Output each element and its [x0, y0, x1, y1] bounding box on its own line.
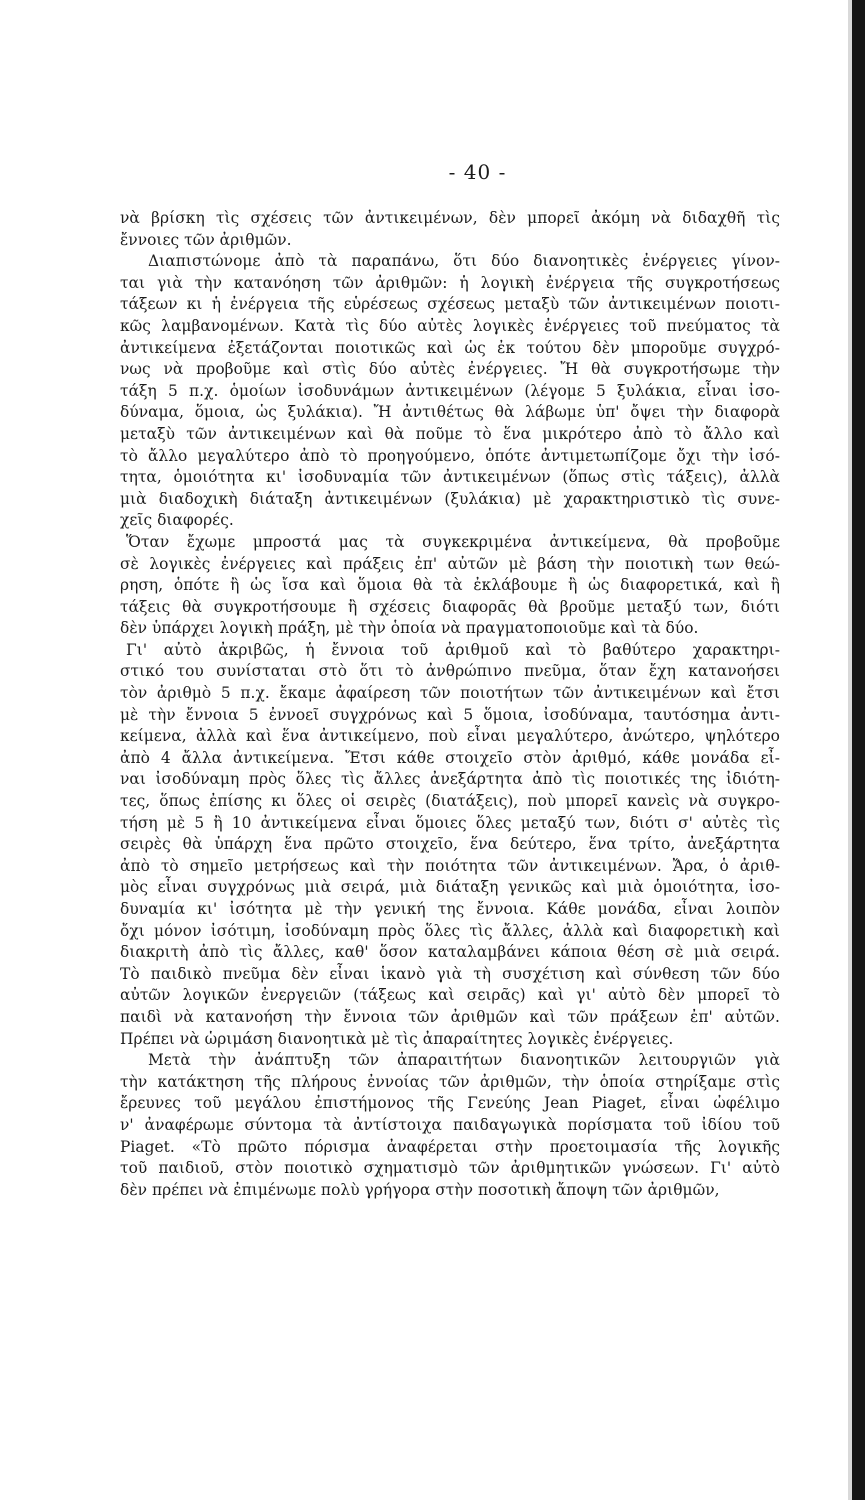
text-line: δὲν ὑπάρχει λογικὴ πράξη, μὲ τὴν ὁποία νὰ πραγματοποιοῦμε καὶ τὰ δύο. [120, 619, 699, 638]
text-line: παιδὶ νὰ κατανοήση τὴν ἔννοια τῶν ἀριθμῶν καὶ τῶν πράξεων ἐπ' αὐτῶν. [120, 1007, 780, 1026]
text-line: τάξεων κι ἡ ἐνέργεια τῆς εὑρέσεως σχέσεως μεταξὺ τῶν ἀντικειμένων ποιοτι- [120, 295, 780, 314]
text-line: τάξη 5 π.χ. ὁμοίων ἰσοδυνάμων ἀντικειμένων (λέγομε 5 ξυλάκια, εἶναι ἰσο- [120, 381, 780, 400]
text-line: στικό του συνίσταται στὸ ὅτι τὸ ἀνθρώπινο πνεῦμα, ὅταν ἔχη κατανοήσει [120, 662, 780, 681]
text-line: μεταξὺ τῶν ἀντικειμένων καὶ θὰ ποῦμε τὸ ἕνα μικρότερο ἀπὸ τὸ ἄλλο καὶ [120, 424, 780, 443]
page-number: - 40 - [448, 160, 507, 184]
text-line: σὲ λογικὲς ἐνέργειες καὶ πράξεις ἐπ' αὐτῶν μὲ βάση τὴν ποιοτικὴ των θεώ- [120, 554, 780, 573]
text-line: τοῦ παιδιοῦ, στὸν ποιοτικὸ σχηματισμὸ τῶν ἀριθμητικῶν γνώσεων. Γι' αὐτὸ [120, 1159, 780, 1178]
scan-edge-border [852, 0, 865, 1500]
text-line: δὲν πρέπει νὰ ἐπιμένωμε πολὺ γρήγορα στὴν ποσοτικὴ ἄποψη τῶν ἀριθμῶν, [120, 1180, 720, 1199]
text-line: ρηση, ὁπότε ἢ ὡς ἴσα καὶ ὅμοια θὰ τὰ ἐκλάβουμε ἢ ὡς διαφορετικά, καὶ ἢ [120, 576, 780, 595]
text-line: αὐτῶν λογικῶν ἐνεργειῶν (τάξεως καὶ σειρᾶς) καὶ γι' αὐτὸ δὲν μπορεῖ τὸ [120, 986, 780, 1005]
text-line: κῶς λαμβανομένων. Κατὰ τὶς δύο αὐτὲς λογικὲς ἐνέργειες τοῦ πνεύματος τὰ [120, 316, 780, 335]
text-line: σειρὲς θὰ ὑπάρχη ἕνα πρῶτο στοιχεῖο, ἕνα δεύτερο, ἕνα τρίτο, ἀνεξάρτητα [120, 835, 780, 854]
text-line: τὸ ἄλλο μεγαλύτερο ἀπὸ τὸ προηγούμενο, ὁπότε ἀντιμετωπίζομε ὄχι τὴν ἰσό- [120, 446, 780, 465]
text-line: ν' ἀναφέρωμε σύντομα τὰ ἀντίστοιχα παιδαγωγικὰ πορίσματα τοῦ ἰδίου τοῦ [120, 1115, 780, 1134]
text-line: μὸς εἶναι συγχρόνως μιὰ σειρά, μιὰ διάταξη γενικῶς καὶ μιὰ ὁμοιότητα, ἰσο- [120, 878, 780, 897]
text-line: ἔρευνες τοῦ μεγάλου ἐπιστήμονος τῆς Γενεύης Jean Piaget, εἶναι ὠφέλιμο [120, 1094, 780, 1113]
text-line: Γι' αὐτὸ ἀκριβῶς, ἡ ἔννοια τοῦ ἀριθμοῦ καὶ τὸ βαθύτερο χαρακτηρι- [126, 640, 780, 659]
paragraph [120, 208, 780, 251]
text-line: δυναμία κι' ἰσότητα μὲ τὴν γενική της ἔννοια. Κάθε μονάδα, εἶναι λοιπὸν [120, 900, 780, 918]
paragraph [120, 251, 780, 532]
body-text [120, 208, 780, 1201]
text-line: τὸν ἀριθμὸ 5 π.χ. ἔκαμε ἀφαίρεση τῶν ποιοτήτων τῶν ἀντικειμένων καὶ ἔτσι [120, 684, 780, 703]
text-line: διακριτὴ ἀπὸ τὶς ἄλλες, καθ' ὅσον καταλαμβάνει κάποια θέση σὲ μιὰ σειρά. [120, 943, 780, 962]
text-line: Διαπιστώνομε ἀπὸ τὰ παραπάνω, ὅτι δύο διανοητικὲς ἐνέργειες γίνον- [148, 252, 780, 271]
text-line: τητα, ὁμοιότητα κι' ἰσοδυναμία τῶν ἀντικειμένων (ὅπως στὶς τάξεις), ἀλλὰ [120, 468, 780, 487]
paragraph [120, 532, 780, 640]
text-line: τὴν κατάκτηση τῆς πλήρους ἐννοίας τῶν ἀριθμῶν, τὴν ὁποία στηρίξαμε στὶς [120, 1072, 780, 1091]
text-line: Piaget. «Τὸ πρῶτο πόρισμα ἀναφέρεται στὴν προετοιμασία τῆς λογικῆς [120, 1137, 780, 1156]
text-line: νως νὰ προβοῦμε καὶ στὶς δύο αὐτὲς ἐνέργειες. Ἤ θὰ συγκροτήσωμε τὴν [120, 360, 780, 379]
text-line: Τὸ παιδικὸ πνεῦμα δὲν εἶναι ἱκανὸ γιὰ τὴ συσχέτιση καὶ σύνθεση τῶν δύο [120, 964, 780, 983]
text-line: ναι ἰσοδύναμη πρὸς ὅλες τὶς ἄλλες ἀνεξάρτητα ἀπὸ τὶς ποιοτικές της ἰδιότη- [120, 770, 780, 789]
text-line: τάξεις θὰ συγκροτήσουμε ἢ σχέσεις διαφορᾶς θὰ βροῦμε μεταξύ των, διότι [120, 597, 780, 616]
text-line: ἔννοιες τῶν ἀριθμῶν. [120, 230, 292, 249]
text-line: Πρέπει νὰ ὡριμάση διανοητικὰ μὲ τὶς ἀπαραίτητες λογικὲς ἐνέργειες. [120, 1029, 674, 1048]
text-line: ἀπὸ τὸ σημεῖο μετρήσεως καὶ τὴν ποιότητα τῶν ἀντικειμένων. Ἄρα, ὁ ἀριθ- [120, 856, 780, 875]
text-line: τες, ὅπως ἐπίσης κι ὅλες οἱ σειρὲς (διατάξεις), ποὺ μπορεῖ κανεὶς νὰ συγκρο- [120, 792, 780, 811]
text-line: τήση μὲ 5 ἢ 10 ἀντικείμενα εἶναι ὅμοιες ὅλες μεταξύ των, διότι σ' αὐτὲς τὶς [120, 813, 780, 832]
text-line: κείμενα, ἀλλὰ καὶ ἕνα ἀντικείμενο, ποὺ εἶναι μεγαλύτερο, ἀνώτερο, ψηλότερο [120, 727, 780, 746]
text-line: Μετὰ τὴν ἀνάπτυξη τῶν ἀπαραιτήτων διανοητικῶν λειτουργιῶν γιὰ [148, 1051, 780, 1070]
text-line: ἀντικείμενα ἐξετάζονται ποιοτικῶς καὶ ὡς ἐκ τούτου δὲν μποροῦμε συγχρό- [120, 338, 780, 357]
text-line: δύναμα, ὅμοια, ὡς ξυλάκια). Ἤ ἀντιθέτως θὰ λάβωμε ὑπ' ὄψει τὴν διαφορὰ [120, 403, 780, 422]
text-line: ἀπὸ 4 ἄλλα ἀντικείμενα. Ἔτσι κάθε στοιχεῖο στὸν ἀριθμό, κάθε μονάδα εἶ- [120, 748, 780, 767]
text-line: μὲ τὴν ἔννοια 5 ἐννοεῖ συγχρόνως καὶ 5 ὅμοια, ἰσοδύναμα, ταυτόσημα ἀντι- [120, 705, 780, 724]
text-line: ται γιὰ τὴν κατανόηση τῶν ἀριθμῶν: ἡ λογικὴ ἐνέργεια τῆς συγκροτήσεως [120, 273, 780, 292]
text-line: μιὰ διαδοχικὴ διάταξη ἀντικειμένων (ξυλάκια) μὲ χαρακτηριστικὸ τὶς συνε- [120, 489, 780, 508]
text-line: νὰ βρίσκη τὶς σχέσεις τῶν ἀντικειμένων, δὲν μπορεῖ ἀκόμη νὰ διδαχθῆ τὶς [120, 209, 780, 227]
paragraph [120, 640, 780, 1050]
text-line: ὄχι μόνον ἰσότιμη, ἰσοδύναμη πρὸς ὅλες τὶς ἄλλες, ἀλλὰ καὶ διαφορετικὴ καὶ [120, 921, 780, 940]
paragraph [120, 1050, 780, 1201]
text-line: Ὅταν ἔχωμε μπροστά μας τὰ συγκεκριμένα ἀντικείμενα, θὰ προβοῦμε [126, 532, 780, 551]
text-line: χεῖς διαφορές. [120, 511, 234, 530]
